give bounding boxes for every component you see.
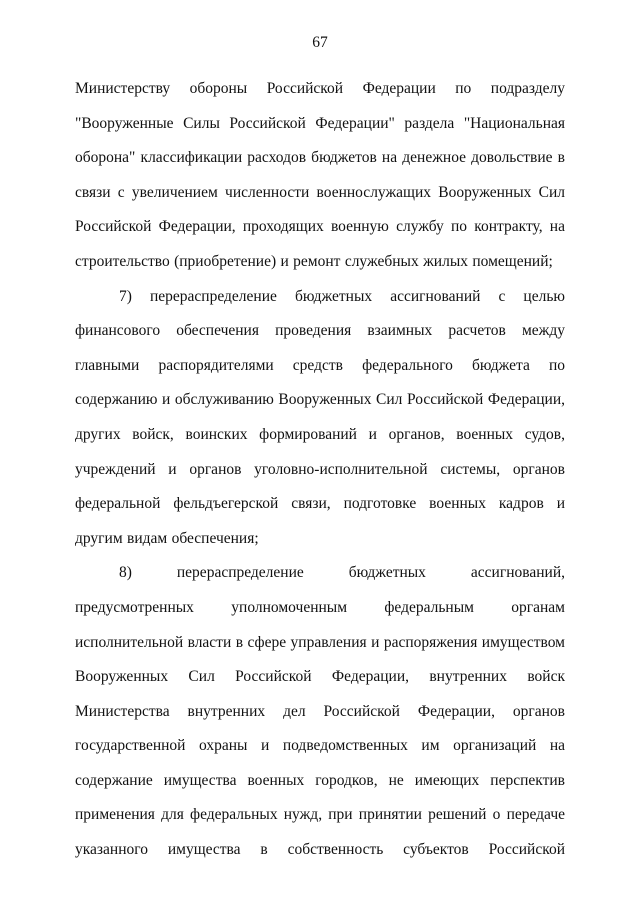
paragraph-item-8: 8) перераспределение бюджетных ассигнований, предусмотренных уполномоченным федеральным органам исполнительной власти в сфере управления и распоряжения имуществом Вооруженных Сил Российской Федерации, внутренних войск Министерства внутренних дел Российской Федерации, органов государственной охраны и подведомственных им организаций на содержание имущества военных городков, не имеющих перспектив применения для федеральных нужд, при принятии решений о передаче указанного имущества в собственность субъектов Российской	[75, 564, 565, 859]
page-number: 67	[312, 34, 328, 51]
paragraph-continuation: Министерству обороны Российской Федерации по подразделу "Вооруженные Силы Российской Федерации" раздела "Национальная оборона" классификации расходов бюджетов на денежное довольствие в связи с увеличением численности военнослужащих Вооруженных Сил Российской Федерации, проходящих военную службу по контракту, на строительство (приобретение) и ремонт служебных жилых помещений;	[75, 80, 565, 270]
paragraph-item-7: 7) перераспределение бюджетных ассигнований с целью финансового обеспечения проведения взаимных расчетов между главными распорядителями средств федерального бюджета по содержанию и обслуживанию Вооруженных Сил Российской Федерации, других войск, воинских формирований и органов, военных судов, учреждений и органов уголовно-исполнительной системы, органов федеральной фельдъегерской связи, подготовке военных кадров и другим видам обеспечения;	[75, 287, 565, 547]
document-body	[75, 72, 565, 868]
